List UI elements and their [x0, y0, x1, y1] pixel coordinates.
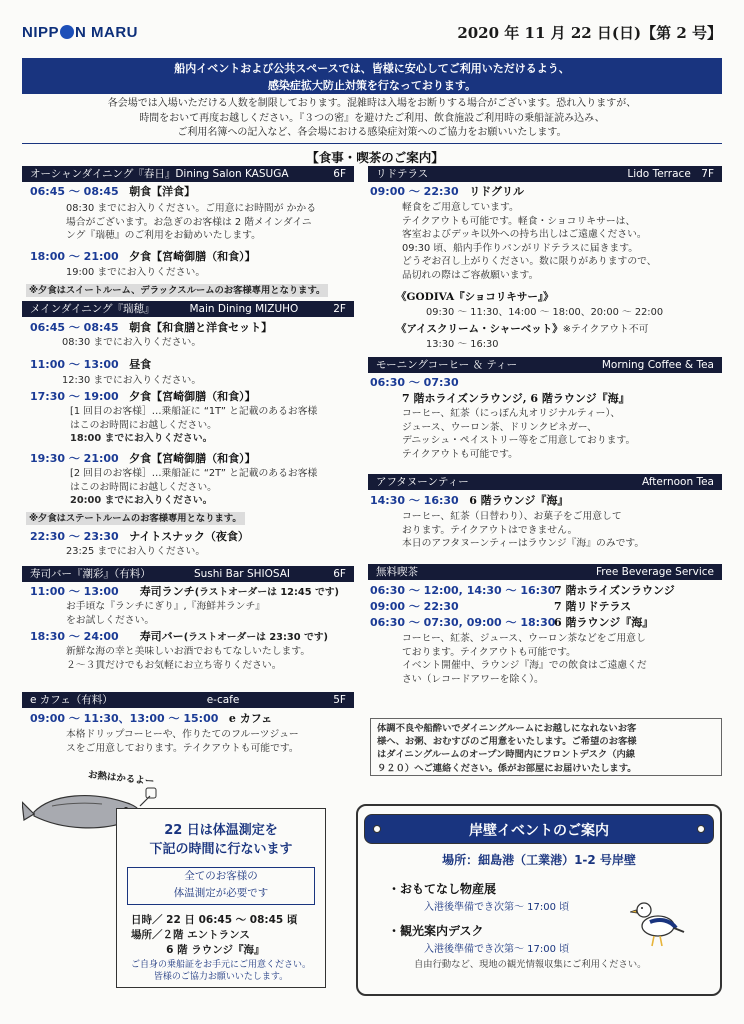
shiosai-bar-note: 新鮮な海の幸と美味しいお酒でおもてなしいたします。 ２～３貫だけでもお気軽にお立ち寄りください。 [66, 646, 311, 671]
mizuho-night-snack-note: 23:25 までにお入りください。 [66, 546, 206, 557]
morning-header: モーニングコーヒー ＆ ティー Morning Coffee & Tea [368, 357, 722, 373]
mizuho-lunch-note: 12:30 までにお入りください。 [62, 375, 202, 386]
lido-grill: 09:00 ～ 22:30 リドグリル [370, 185, 524, 198]
mizuho-dinner-2: 19:30 ～ 21:00 夕食【宮崎御膳（和食）】 [30, 452, 256, 465]
free-note: コーヒー、紅茶、ジュース、ウーロン茶などをご用意し ております。テイクアウトも可能です。 イベント開催中、ラウンジ『海』での飲食はご遠慮くだ さい（レコードアワーを除く）。 [402, 633, 647, 685]
quay-item-2-note: 自由行動など、現地の観光情報収集にご利用ください。 [414, 959, 647, 970]
header [22, 22, 722, 46]
kasuga-breakfast: 06:45 ～ 08:45 朝食【洋食】 [30, 185, 196, 198]
notice-text: 各会場では入場いただける人数を制限しております。混雑時は入場をお断りする場合がございます。恐れ入りますが、 時間をおいて再度お越しください。『３つの密』を避けたご利用、飲食施設ご利用時の乗船証読み込み、 ご利用名簿への記入など、各会場における感染症対策へのご協力をお願いいたします。 [107, 98, 637, 138]
mizuho-night-snack: 22:30 ～ 23:30 ナイトスナック（夜食） [30, 530, 249, 543]
quay-item-1-time: 入港後準備でき次第～ 17:00 頃 [424, 902, 570, 913]
godiva-times: 09:30 ～ 11:30、14:00 ～ 18:00、20:00 ～ 22:00 [426, 307, 664, 318]
mizuho-lunch: 11:00 ～ 13:00 昼食 [30, 358, 152, 371]
mizuho-dinner-2-note: [2 回目のお客様］…乗船証に “2T” と記載のあるお客様 はこのお時間にお越しください。 20:00 までにお入りください。 [70, 468, 318, 507]
logo-circle-icon [60, 25, 74, 39]
quay-item-2-time: 入港後準備でき次第～ 17:00 頃 [424, 944, 570, 955]
section-title: 【食事・喫茶のご案内】 [306, 150, 444, 165]
quay-item-1: ・おもてなし物産展 [388, 882, 497, 896]
kasuga-breakfast-note: 08:30 までにお入りください。ご用意にお時間が かかる 場合がございます。お急ぎのお客様は 2 階メインダイニ ング『瑞穂』のご利用をお勧めいたします。 [66, 203, 316, 242]
lido-note: 軽食をご用意しています。 テイクアウトも可能です。軽食・ショコリキサーは、 客室およびデッキ以外への持ち出しはご遠慮ください。 09:30 頃、船内手作りパンがリドテラスに届きます。 どうぞお召し上がりください。数に限りがありますので、 品切れの際はご容赦願います。 [402, 202, 657, 281]
quay-place: 場所：細島港（工業港）1-2 号岸壁 [442, 853, 636, 867]
free-place-1: 7 階ホライズンラウンジ [554, 584, 675, 597]
divider [22, 143, 722, 144]
shiosai-bar: 18:30 ～ 24:00 寿司バー(ラストオーダーは 23:30 です) [30, 630, 329, 643]
morning-time: 06:30 ～ 07:30 [370, 376, 459, 389]
mizuho-dinner-1: 17:30 ～ 19:00 夕食【宮崎御膳（和食）】 [30, 390, 256, 403]
temperature-details: 日時／ 22 日 06:45 ～ 08:45 頃 場所／２階 エントランス 6 階 ラウンジ『海』 [131, 914, 298, 956]
kasuga-dinner: 18:00 ～ 21:00 夕食【宮崎御膳（和食）】 [30, 250, 256, 263]
temperature-check-box [116, 808, 326, 988]
ice-times: 13:30 ～ 16:30 [426, 339, 499, 350]
seagull-illustration [630, 890, 690, 950]
seagull-icon [630, 890, 690, 950]
sick-guest-notice: 体調不良や船酔いでダイニングルームにお越しになれないお客 様へ、お粥、おむすびのご用意をいたします。ご希望のお客様 はダイニングルームのオープン時間内にフロントデスク（内線 ９２０）へご連絡ください。係がお部屋にお届けいたします。 [370, 718, 722, 776]
afternoon-note: コーヒー、紅茶（日替わり）、お菓子をご用意して おります。テイクアウトはできません。 本日のアフタヌーンティーはラウンジ『海』のみです。 [402, 511, 645, 550]
shiosai-lunch: 11:00 ～ 13:00 寿司ランチ(ラストオーダーは 12:45 です) [30, 585, 340, 598]
temperature-title: 22 日は体温測定を 下記の時間に行ないます [149, 823, 293, 857]
free-row-1: 06:30 ～ 12:00, 14:30 ～ 16:30 [370, 584, 556, 597]
ecafe-note: 本格ドリップコーヒーや、作りたてのフルーツジュー スをご用意しております。テイクアウトも可能です。 [66, 729, 299, 754]
free-header: 無料喫茶 Free Beverage Service [368, 564, 722, 580]
afternoon-time: 14:30 ～ 16:30 6 階ラウンジ『海』 [370, 494, 569, 507]
morning-note: コーヒー、紅茶（にっぽん丸オリジナルティー）、 ジュース、ウーロン茶、ドリンクビネガー、 デニッシュ・ペイストリー等をご用意しております。 テイクアウトも可能です。 [402, 408, 636, 460]
temperature-required-box: 全てのお客様の 体温測定が必要です [127, 867, 315, 905]
notice-banner: 船内イベントおよび公共スペースでは、皆様に安心してご利用いただけるよう、 感染症拡大防止対策を行なっております。 [22, 58, 722, 94]
mizuho-breakfast: 06:45 ～ 08:45 朝食【和食膳と洋食セット】 [30, 321, 273, 334]
ecafe-header: e カフェ（有料） e-cafe 5F [22, 692, 354, 708]
lido-header: リドテラス Lido Terrace 7F [368, 166, 722, 182]
quay-title: 岸壁イベントのご案内 [469, 823, 609, 839]
godiva-title: 《GODIVA『ショコリキサー』》 [396, 291, 554, 303]
mizuho-header: メインダイニング『瑞穂』 Main Dining MIZUHO 2F [22, 301, 354, 317]
mizuho-dinner-1-note: [1 回目のお客様］…乗船証に “1T” と記載のあるお客様 はこのお時間にお越しください。 18:00 までにお入りください。 [70, 406, 318, 445]
quay-header [364, 814, 714, 844]
ecafe-hours: 09:00 ～ 11:30、13:00 ～ 15:00 e カフェ [30, 712, 273, 725]
kasuga-note: ※夕食はスイートルーム、デラックスルームのお客様専用となります。 [26, 284, 328, 297]
quay-item-2: ・観光案内デスク [388, 924, 484, 938]
free-row-2: 09:00 ～ 22:30 [370, 600, 459, 613]
mizuho-note: ※夕食はステートルームのお客様専用となります。 [26, 512, 245, 525]
shiosai-header: 寿司バー『潮彩』（有料） Sushi Bar SHIOSAI 6F [22, 566, 354, 582]
shiosai-lunch-note: お手頃な『ランチにぎり』,『海鮮丼ランチ』 をお試しください。 [66, 601, 266, 626]
morning-place: 7 階ホライズンラウンジ, 6 階ラウンジ『海』 [402, 392, 630, 405]
temperature-footer: ご自身の乗船証をお手元にご用意ください。 皆様のご協力お願いいたします。 [130, 960, 311, 982]
kasuga-dinner-note: 19:00 までにお入りください。 [66, 267, 206, 278]
mizuho-breakfast-note: 08:30 までにお入りください。 [62, 337, 202, 348]
free-place-2: 7 階リドテラス [554, 600, 632, 613]
fish-speech-bubble: お熱はかるよー [87, 769, 155, 788]
ice-title: 《アイスクリーム・シャーベット》※テイクアウト不可 [396, 323, 649, 335]
kasuga-header: オーシャンダイニング『春日』Dining Salon KASUGA 6F [22, 166, 354, 182]
issue-date: 2020 年 11 月 22 日(日)【第 2 号】 [457, 24, 722, 42]
free-place-3: 6 階ラウンジ『海』 [554, 616, 654, 629]
pin-icon [697, 825, 705, 833]
nippon-maru-logo: NIPP N MARU [22, 24, 139, 41]
free-row-3: 06:30 ～ 07:30, 09:00 ～ 18:30 [370, 616, 556, 629]
afternoon-header: アフタヌーンティー Afternoon Tea [368, 474, 722, 490]
